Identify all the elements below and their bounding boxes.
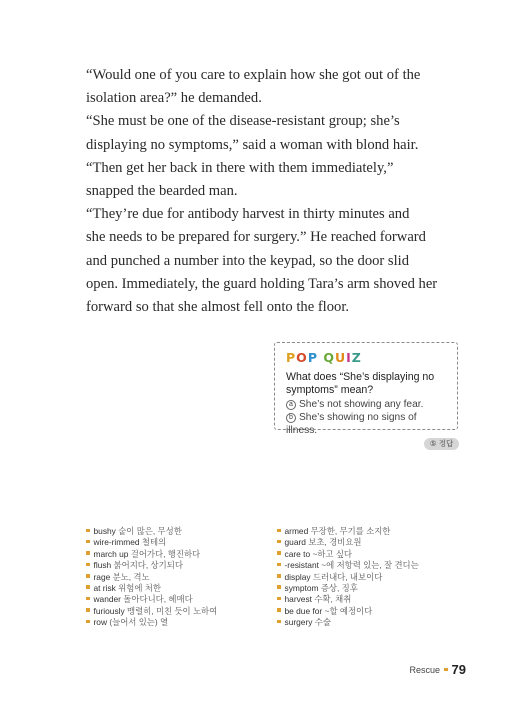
vocab-meaning: ~에 저항력 있는, 잘 견디는 bbox=[321, 560, 419, 571]
story-text bbox=[86, 64, 466, 319]
quiz-question bbox=[286, 371, 449, 398]
vocab-word: symptom bbox=[284, 582, 319, 593]
vocab-meaning: 위험에 처한 bbox=[118, 582, 161, 593]
vocab-meaning: 수술 bbox=[314, 617, 331, 628]
vocab-item bbox=[277, 617, 419, 628]
vocab-word: armed bbox=[284, 526, 309, 536]
vocab-meaning: 숱이 많은, 무성한 bbox=[118, 526, 182, 536]
bullet-icon bbox=[86, 551, 90, 555]
story-line: displaying no symptoms,” said a woman with blond hair. bbox=[86, 136, 419, 153]
story-line: she needs to be prepared for surgery.” He reached forward bbox=[86, 229, 426, 246]
quiz-logo-letter: Q bbox=[323, 350, 335, 365]
story-line: “She must be one of the disease-resistant group; she’s bbox=[86, 113, 400, 130]
vocab-meaning: 수확, 채취 bbox=[314, 594, 352, 605]
vocab-meaning: 맹렬히, 미친 듯이 노하여 bbox=[127, 605, 218, 616]
vocab-meaning: 증상, 징후 bbox=[320, 582, 358, 593]
option-b-text: She’s showing no signs of illness. bbox=[286, 412, 417, 437]
vocab-item bbox=[277, 549, 419, 560]
vocab-word: guard bbox=[284, 537, 306, 548]
vocab-word: row bbox=[93, 617, 107, 628]
quiz-logo-letter: O bbox=[296, 350, 308, 365]
vocab-word: surgery bbox=[284, 617, 313, 628]
story-line: isolation area?” he demanded. bbox=[86, 90, 262, 107]
vocab-item bbox=[277, 583, 419, 594]
answer-tag: ⑤ 정답 bbox=[424, 438, 459, 450]
bullet-icon bbox=[86, 574, 90, 578]
vocab-meaning: 무장한, 무기를 소지한 bbox=[310, 526, 391, 536]
vocab-item bbox=[86, 583, 217, 594]
bullet-icon bbox=[277, 585, 281, 589]
vocab-meaning: 붉어지다, 상기되다 bbox=[113, 560, 183, 571]
vocab-meaning: 드러내다, 내보이다 bbox=[312, 571, 383, 582]
page-footer bbox=[410, 661, 466, 679]
footer-dot-icon bbox=[444, 668, 448, 672]
vocab-item bbox=[277, 594, 419, 605]
vocab-item bbox=[277, 606, 419, 617]
vocab-meaning: 돌아다니다, 헤매다 bbox=[123, 594, 193, 605]
story-line: snapped the bearded man. bbox=[86, 183, 238, 200]
quiz-question-line: What does “She’s displaying no bbox=[286, 371, 435, 383]
vocab-word: care to bbox=[284, 548, 311, 559]
bullet-icon bbox=[277, 529, 281, 533]
quiz-question-line: symptoms” mean? bbox=[286, 384, 374, 397]
vocab-word: display bbox=[284, 571, 311, 582]
vocab-item bbox=[86, 549, 217, 560]
vocab-meaning: ~하고 싶다 bbox=[312, 548, 353, 559]
vocab-word: rage bbox=[93, 571, 111, 582]
vocab-item bbox=[86, 537, 217, 548]
vocab-list-right bbox=[277, 526, 419, 629]
vocab-word: wander bbox=[93, 594, 121, 605]
quiz-logo-letter: P bbox=[286, 350, 297, 365]
page-number: 79 bbox=[451, 662, 466, 677]
vocab-item bbox=[86, 606, 217, 617]
quiz-logo-letter: Z bbox=[351, 350, 362, 365]
section-name: Rescue bbox=[409, 665, 441, 675]
vocab-meaning: 걸어가다, 행진하다 bbox=[130, 548, 201, 559]
vocab-meaning: 분노, 격노 bbox=[112, 571, 150, 582]
pop-quiz-box bbox=[274, 342, 458, 437]
vocab-word: furiously bbox=[93, 605, 125, 616]
bullet-icon bbox=[86, 540, 90, 544]
vocab-item bbox=[277, 572, 419, 583]
pop-quiz-logo bbox=[286, 349, 449, 366]
vocab-word: harvest bbox=[284, 594, 312, 605]
bullet-icon bbox=[277, 620, 281, 624]
option-a-circle-icon: a bbox=[286, 400, 296, 410]
bullet-icon bbox=[86, 597, 90, 601]
quiz-logo-letter: P bbox=[307, 350, 318, 365]
vocab-word: wire-rimmed bbox=[93, 537, 140, 548]
vocab-word: bushy bbox=[93, 526, 116, 536]
vocab-meaning: 보초, 경비요원 bbox=[308, 537, 362, 548]
bullet-icon bbox=[86, 563, 90, 567]
quiz-logo-letter: I bbox=[346, 350, 352, 365]
vocab-item bbox=[277, 537, 419, 548]
bullet-icon bbox=[277, 574, 281, 578]
bullet-icon bbox=[86, 529, 90, 533]
bullet-icon bbox=[86, 608, 90, 612]
vocab-word: -resistant bbox=[284, 560, 319, 571]
story-line: and punched a number into the keypad, so the door slid bbox=[86, 252, 410, 269]
quiz-option-a bbox=[286, 398, 449, 411]
vocab-meaning: (늘어서 있는) 열 bbox=[109, 617, 169, 628]
vocab-meaning: ~할 예정이다 bbox=[324, 605, 373, 616]
vocab-item bbox=[86, 560, 217, 571]
story-line: “They’re due for antibody harvest in thirty minutes and bbox=[86, 206, 410, 223]
bullet-icon bbox=[277, 563, 281, 567]
vocab-word: be due for bbox=[284, 605, 323, 616]
vocab-item bbox=[86, 572, 217, 583]
bullet-icon bbox=[277, 597, 281, 601]
option-a-text: She’s not showing any fear. bbox=[299, 398, 424, 410]
vocab-word: march up bbox=[93, 548, 129, 559]
bullet-icon bbox=[277, 551, 281, 555]
vocab-word: at risk bbox=[93, 582, 116, 593]
vocab-word: flush bbox=[93, 560, 112, 571]
bullet-icon bbox=[86, 620, 90, 624]
vocab-list-left bbox=[86, 526, 217, 629]
vocab-item bbox=[86, 594, 217, 605]
vocab-item bbox=[86, 526, 217, 537]
vocab-item bbox=[277, 560, 419, 571]
quiz-option-b bbox=[286, 411, 449, 437]
story-line: open. Immediately, the guard holding Tara’s arm shoved her bbox=[86, 275, 438, 292]
option-b-circle-icon: b bbox=[286, 413, 296, 423]
story-line: forward so that she almost fell onto the floor. bbox=[86, 299, 350, 316]
quiz-logo-letter: U bbox=[334, 350, 347, 365]
story-line: “Then get her back in there with them immediately,” bbox=[86, 159, 394, 176]
vocab-item bbox=[277, 526, 419, 537]
vocab-meaning: 철테의 bbox=[141, 537, 167, 548]
story-line: “Would one of you care to explain how she got out of the bbox=[86, 67, 421, 83]
vocab-item bbox=[86, 617, 217, 628]
bullet-icon bbox=[86, 585, 90, 589]
bullet-icon bbox=[277, 540, 281, 544]
bullet-icon bbox=[277, 608, 281, 612]
